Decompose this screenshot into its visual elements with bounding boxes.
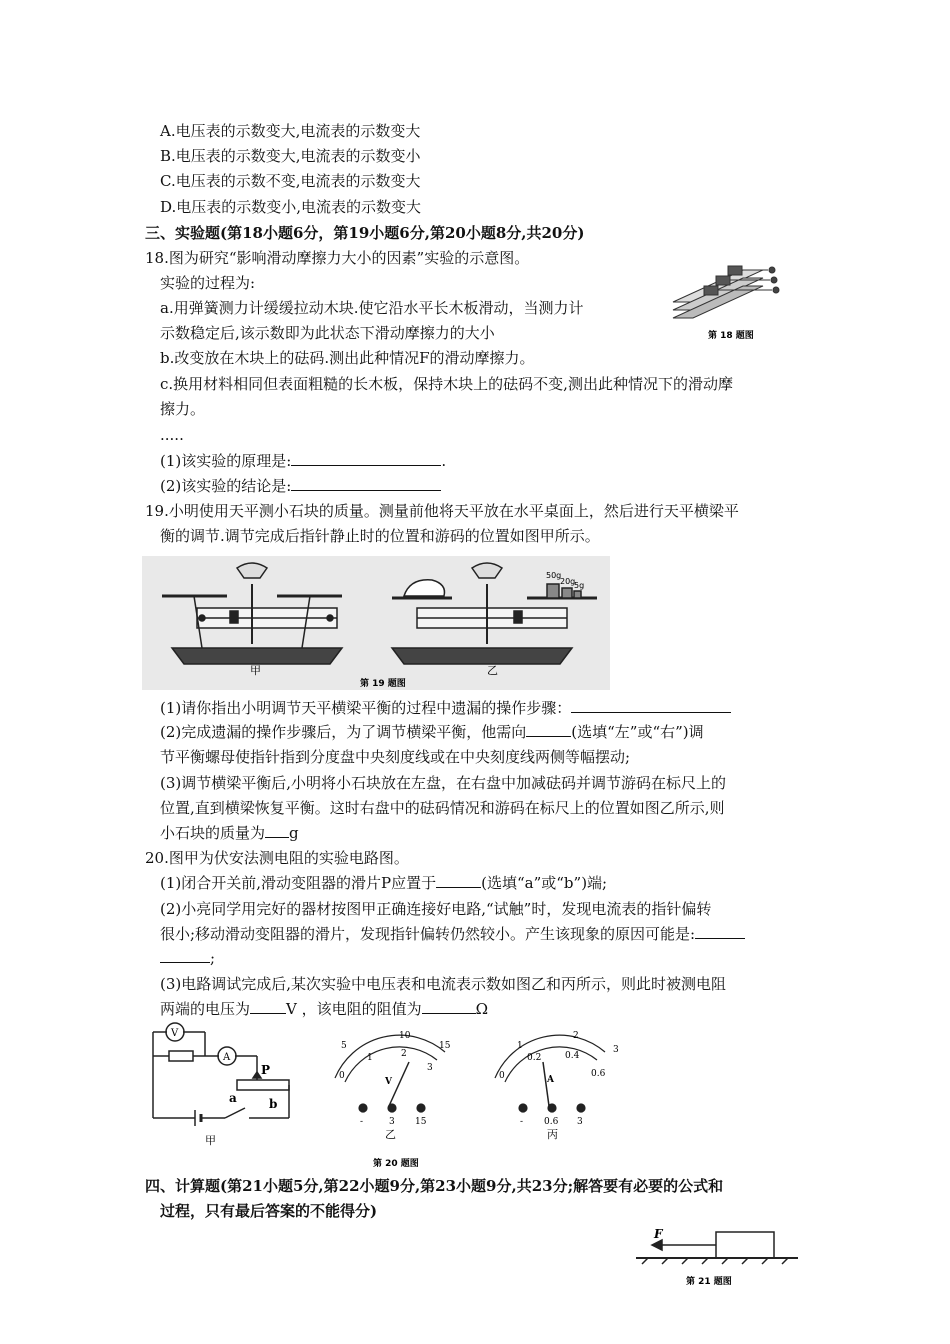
ammeter-unit: A bbox=[547, 1075, 554, 1085]
voltmeter-terminal-15: 15 bbox=[415, 1117, 427, 1127]
voltmeter-outer-5: 5 bbox=[341, 1041, 347, 1051]
ammeter-terminal-06: 0.6 bbox=[544, 1117, 559, 1127]
ammeter-outer-1: 1 bbox=[517, 1041, 523, 1051]
q19-part1: (1)请你指出小明调节天平横梁平衡的过程中遗漏的操作步骤： bbox=[160, 697, 731, 719]
q18-part1: (1)该实验的原理是: . bbox=[160, 452, 447, 470]
q17-option-a: A.电压表的示数变大,电流表的示数变大 bbox=[160, 122, 421, 140]
q19-part3-line3: 小石块的质量为 g bbox=[160, 824, 299, 842]
q19-part3-line1: (3)调节横梁平衡后,小明将小石块放在左盘，在右盘中加减砝码并调节游码在标尺上的 bbox=[160, 774, 727, 792]
circuit-voltmeter-label: V bbox=[171, 1028, 179, 1039]
q19-part2-line1: (2)完成遗漏的操作步骤后，为了调节横梁平衡，他需向 (选填“左”或“右”)调 bbox=[160, 723, 704, 741]
ammeter-outer-2: 2 bbox=[573, 1031, 579, 1041]
q19-stem-line1: 19.小明使用天平测小石块的质量。测量前他将天平放在水平桌面上，然后进行天平横梁平 bbox=[145, 502, 739, 520]
q19-part2-line2: 节平衡螺母使指针指到分度盘中央刻度线或在中央刻度线两侧等幅摆动; bbox=[160, 748, 631, 766]
q20-part2-line2: 很小;移动滑动变阻器的滑片，发现指针偏转仍然较小。产生该现象的原因可能是: bbox=[160, 923, 745, 945]
q19-label-jia: 甲 bbox=[250, 664, 261, 677]
ammeter-inner-02: 0.2 bbox=[527, 1053, 542, 1063]
weight-50g: 50g bbox=[546, 571, 562, 580]
balance-jia bbox=[162, 563, 342, 664]
q20-part3-line2: 两端的电压为 V ，该电阻的阻值为 Ω bbox=[160, 1000, 489, 1018]
voltmeter-inner-3: 3 bbox=[427, 1063, 433, 1073]
q18-dots: ..... bbox=[160, 426, 184, 444]
circuit-slider-p: P bbox=[261, 1063, 271, 1077]
ammeter-terminal-neg: - bbox=[520, 1117, 524, 1127]
q18-figure bbox=[668, 262, 798, 344]
ammeter-outer-3: 3 bbox=[613, 1045, 619, 1055]
q20-part2-line3: ; bbox=[160, 947, 215, 969]
voltmeter-inner-1: 1 bbox=[367, 1053, 373, 1063]
q21-figure-caption: 第 21 题图 bbox=[686, 1277, 732, 1287]
q20-stem: 20.图甲为伏安法测电阻的实验电路图。 bbox=[145, 849, 409, 867]
q18-step-a-line1: a.用弹簧测力计缓缓拉动木块.使它沿水平长木板滑动，当测力计 bbox=[160, 299, 584, 317]
q20-figure bbox=[145, 1022, 635, 1172]
q19-label-yi: 乙 bbox=[487, 664, 498, 677]
q18-step-b: b.改变放在木块上的砝码.测出此种情况F的滑动摩擦力。 bbox=[160, 349, 535, 367]
q20-label-jia: 甲 bbox=[205, 1134, 216, 1147]
q18-step-a-line2: 示数稳定后,该示数即为此状态下滑动摩擦力的大小 bbox=[160, 324, 495, 342]
weight-20g: 20g bbox=[560, 577, 576, 586]
q18-stem: 18.图为研究“影响滑动摩擦力大小的因素”实验的示意图。 bbox=[145, 249, 530, 267]
q20-part3-line1: (3)电路调试完成后,某次实验中电压表和电流表示数如图乙和丙所示，则此时被测电阻 bbox=[160, 975, 727, 993]
section4-title-line2: 过程，只有最后答案的不能得分) bbox=[160, 1202, 378, 1220]
q18-figure-caption: 第 18 题图 bbox=[708, 331, 754, 341]
ammeter-inner-0: 0 bbox=[499, 1071, 505, 1081]
ammeter-inner-04: 0.4 bbox=[565, 1051, 580, 1061]
voltmeter-inner-0: 0 bbox=[339, 1071, 345, 1081]
circuit-end-a: a bbox=[229, 1091, 237, 1105]
q21-figure bbox=[632, 1222, 802, 1290]
q19-figure-caption: 第 19 题图 bbox=[360, 679, 406, 689]
q17-option-b: B.电压表的示数变大,电流表的示数变小 bbox=[160, 147, 421, 165]
section3-title: 三、实验题(第18小题6分，第19小题6分,第20小题8分,共20分) bbox=[145, 224, 585, 242]
q20-label-yi: 乙 bbox=[385, 1128, 396, 1141]
section4-title-line1: 四、计算题(第21小题5分,第22小题9分,第23小题9分,共23分;解答要有必要的公式和 bbox=[145, 1177, 724, 1195]
q19-part3-line2: 位置,直到横梁恢复平衡。这时右盘中的砝码情况和游码在标尺上的位置如图乙所示,则 bbox=[160, 799, 725, 817]
voltmeter-outer-15: 15 bbox=[439, 1041, 451, 1051]
q18-step-c-line1: c.换用材料相同但表面粗糙的长木板，保持木块上的砝码不变,测出此种情况下的滑动摩 bbox=[160, 375, 733, 393]
voltmeter-terminal-neg: - bbox=[360, 1117, 364, 1127]
q17-option-c: C.电压表的示数不变,电流表的示数变大 bbox=[160, 172, 421, 190]
q20-part1: (1)闭合开关前,滑动变阻器的滑片P应置于 (选填“a”或“b”)端; bbox=[160, 874, 608, 892]
voltmeter-unit: V bbox=[385, 1077, 392, 1087]
q19-figure bbox=[142, 556, 610, 690]
circuit-ammeter-label: A bbox=[223, 1052, 231, 1063]
ammeter-inner-06: 0.6 bbox=[591, 1069, 606, 1079]
voltmeter-inner-2: 2 bbox=[401, 1049, 407, 1059]
q18-part2: (2)该实验的结论是: bbox=[160, 475, 441, 497]
q21-force-label: F bbox=[654, 1227, 663, 1241]
voltmeter-terminal-3: 3 bbox=[389, 1117, 395, 1127]
voltmeter-dial bbox=[335, 1035, 445, 1112]
circuit-end-b: b bbox=[269, 1097, 278, 1111]
weight-5g: 5g bbox=[574, 581, 585, 590]
q18-step-c-line2: 擦力。 bbox=[160, 400, 206, 418]
q20-label-bing: 丙 bbox=[547, 1128, 558, 1141]
q20-figure-caption: 第 20 题图 bbox=[373, 1159, 419, 1169]
q20-part2-line1: (2)小亮同学用完好的器材按图甲正确连接好电路,“试触”时，发现电流表的指针偏转 bbox=[160, 900, 712, 918]
q17-option-d: D.电压表的示数变小,电流表的示数变大 bbox=[160, 198, 422, 216]
voltmeter-outer-10: 10 bbox=[399, 1031, 411, 1041]
q18-process-label: 实验的过程为: bbox=[160, 274, 256, 292]
ammeter-terminal-3: 3 bbox=[577, 1117, 583, 1127]
q19-stem-line2: 衡的调节.调节完成后指针静止时的位置和游码的位置如图甲所示。 bbox=[160, 527, 600, 545]
ammeter-dial bbox=[495, 1035, 605, 1112]
